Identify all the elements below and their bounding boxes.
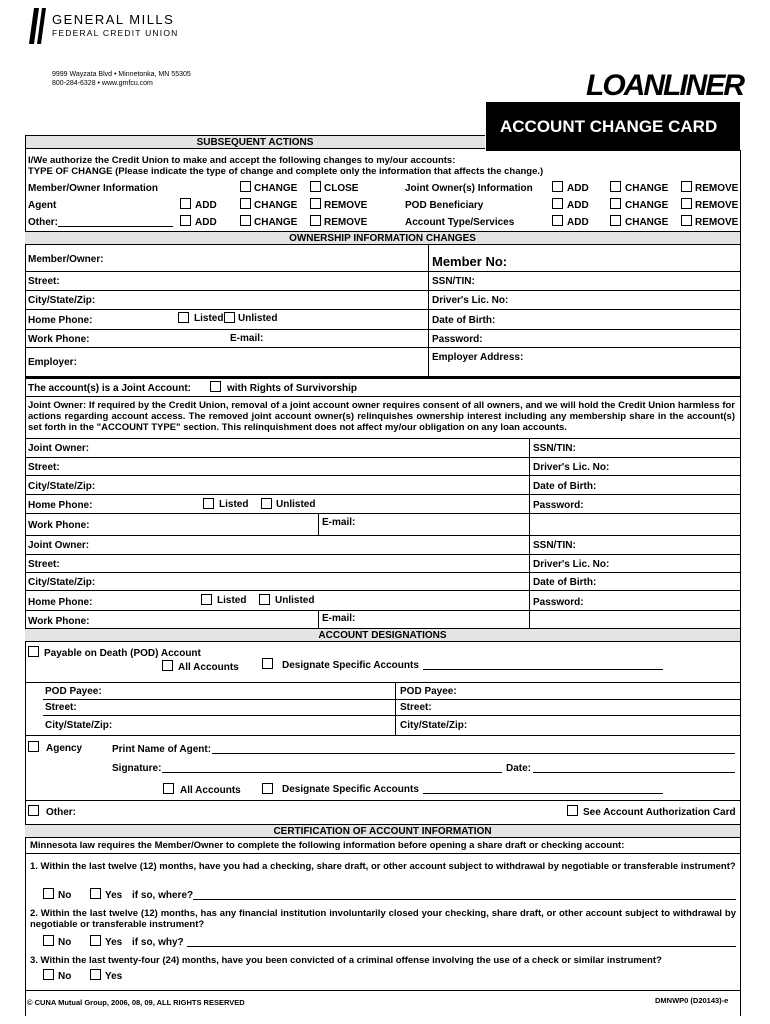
ownership-divider xyxy=(428,245,429,377)
acct-add-checkbox[interactable] xyxy=(552,215,563,226)
work-phone-label: Work Phone: xyxy=(28,334,90,345)
pod-payee-label: POD Payee: xyxy=(45,686,102,697)
see-auth-card-label: See Account Authorization Card xyxy=(583,807,736,818)
joint-email-label: E-mail: xyxy=(322,517,356,528)
pod-city-label-2: City/State/Zip: xyxy=(400,720,468,731)
password-label: Password: xyxy=(432,334,483,345)
right-border xyxy=(740,150,741,1016)
other-label: Other: xyxy=(28,217,58,228)
joint-change-checkbox[interactable] xyxy=(610,181,621,192)
pod-street-label: Street: xyxy=(45,702,77,713)
q3-yes-checkbox[interactable] xyxy=(90,969,101,980)
q3-yes-label: Yes xyxy=(105,971,123,982)
row-line xyxy=(25,735,740,736)
joint-home-phone-label: Home Phone: xyxy=(28,500,93,511)
joint-street-label: Street: xyxy=(28,559,60,570)
row-line xyxy=(25,535,740,536)
question-3: 3. Within the last twenty-four (24) months, have you been convicted of a criminal offense involving the use of a check or similar instrument? xyxy=(30,955,662,966)
question-1: 1. Within the last twelve (12) months, have you had a checking, share draft, or other account subject to withdrawal by negotiable or transferable instrument? xyxy=(30,861,736,872)
row-line xyxy=(25,347,740,348)
org-subname: FEDERAL CREDIT UNION xyxy=(52,28,179,38)
q1-no-checkbox[interactable] xyxy=(43,888,54,899)
designate-specific-line xyxy=(423,669,663,670)
street-label: Street: xyxy=(28,276,60,287)
q2-yes-label: Yes xyxy=(105,937,123,948)
bottom-border xyxy=(25,990,740,991)
joint-unlisted-checkbox[interactable] xyxy=(259,594,270,605)
joint-ssn-label: SSN/TIN: xyxy=(533,443,576,454)
see-auth-card-checkbox[interactable] xyxy=(567,805,578,816)
q1-if-so-where-label: if so, where? xyxy=(132,890,194,901)
form-code: DMNWP0 (D20143)-e xyxy=(655,996,729,1005)
org-address: 9999 Wayzata Blvd • Minnetonka, MN 55305 xyxy=(52,71,191,78)
row-line xyxy=(25,572,740,573)
joint-home-phone-label: Home Phone: xyxy=(28,597,93,608)
row-line xyxy=(25,853,740,854)
loanliner-logo: LOANLINER xyxy=(586,69,743,102)
joint-city-label: City/State/Zip: xyxy=(28,481,96,492)
row-line xyxy=(25,309,740,310)
pod-all-accounts-checkbox[interactable] xyxy=(162,660,173,671)
other-change-checkbox[interactable] xyxy=(240,215,251,226)
ssn-tin-label: SSN/TIN: xyxy=(432,276,475,287)
close-label: CLOSE xyxy=(324,183,359,194)
joint-listed-checkbox[interactable] xyxy=(201,594,212,605)
subsequent-actions-header: SUBSEQUENT ACTIONS xyxy=(25,135,485,149)
q2-yes-checkbox[interactable] xyxy=(90,935,101,946)
joint-dob-label: Date of Birth: xyxy=(533,481,597,492)
q2-no-checkbox[interactable] xyxy=(43,935,54,946)
row-line xyxy=(25,554,740,555)
row-line xyxy=(25,610,740,611)
remove-label: REMOVE xyxy=(324,217,368,228)
thick-divider xyxy=(25,376,740,379)
email-divider xyxy=(318,610,319,628)
type-of-change-text: TYPE OF CHANGE (Please indicate the type of change and complete only the information that affects the change.) xyxy=(28,166,544,177)
agency-all-accounts-checkbox[interactable] xyxy=(163,783,174,794)
joint-remove-checkbox[interactable] xyxy=(681,181,692,192)
org-name: GENERAL MILLS xyxy=(52,12,175,27)
agency-all-accounts-label: All Accounts xyxy=(180,785,241,796)
question-2: 2. Within the last twelve (12) months, has any financial institution involuntarily closed your checking, share draft, or other account subject to withdrawal by negotiable or transferable instrument? xyxy=(30,908,736,930)
change-label: CHANGE xyxy=(254,217,298,228)
date-of-birth-label: Date of Birth: xyxy=(432,315,496,326)
all-accounts-label: All Accounts xyxy=(178,662,239,673)
org-contact: 800-284-6328 • www.gmfcu.com xyxy=(52,80,153,87)
change-label: CHANGE xyxy=(254,200,298,211)
other-add-checkbox[interactable] xyxy=(180,215,191,226)
pod-city-label: City/State/Zip: xyxy=(45,720,113,731)
other-line xyxy=(58,226,173,227)
add-label: ADD xyxy=(567,200,589,211)
joint-street-label: Street: xyxy=(28,462,60,473)
account-type-services-label: Account Type/Services xyxy=(405,217,515,228)
home-phone-label: Home Phone: xyxy=(28,315,93,326)
rights-survivorship-checkbox[interactable] xyxy=(210,381,221,392)
remove-label: REMOVE xyxy=(324,200,368,211)
pod-change-checkbox[interactable] xyxy=(610,198,621,209)
pod-beneficiary-label: POD Beneficiary xyxy=(405,200,484,211)
date-line xyxy=(533,772,735,773)
agent-label: Agent xyxy=(28,200,57,211)
q3-no-label: No xyxy=(58,971,72,982)
certification-header: CERTIFICATION OF ACCOUNT INFORMATION xyxy=(25,824,740,838)
pod-street-label-2: Street: xyxy=(400,702,432,713)
pod-account-label: Payable on Death (POD) Account xyxy=(44,648,201,659)
joint-add-checkbox[interactable] xyxy=(552,181,563,192)
remove-label: REMOVE xyxy=(695,217,739,228)
form-title: ACCOUNT CHANGE CARD xyxy=(500,117,718,136)
joint-account-label: The account(s) is a Joint Account: xyxy=(28,383,191,394)
row-line xyxy=(25,800,740,801)
joint-dob-label: Date of Birth: xyxy=(533,577,597,588)
q1-where-line xyxy=(193,899,736,900)
row-line xyxy=(25,329,740,330)
row-line xyxy=(43,699,740,700)
pod-payee-label-2: POD Payee: xyxy=(400,686,457,697)
joint-work-phone-label: Work Phone: xyxy=(28,520,90,531)
pod-remove-checkbox[interactable] xyxy=(681,198,692,209)
form-title-box xyxy=(486,102,740,151)
joint-city-label: City/State/Zip: xyxy=(28,577,96,588)
remove-label: REMOVE xyxy=(695,183,739,194)
row-line xyxy=(25,457,740,458)
joint-email-label: E-mail: xyxy=(322,613,356,624)
change-label: CHANGE xyxy=(254,183,298,194)
change-label: CHANGE xyxy=(625,183,669,194)
q1-no-label: No xyxy=(58,890,72,901)
rights-survivorship-label: with Rights of Survivorship xyxy=(227,383,358,394)
date-label: Date: xyxy=(506,763,532,774)
agency-designate-specific-line xyxy=(423,793,663,794)
joint-owner-info-label: Joint Owner(s) Information xyxy=(405,183,533,194)
q3-no-checkbox[interactable] xyxy=(43,969,54,980)
member-close-checkbox[interactable] xyxy=(310,181,321,192)
agent-add-checkbox[interactable] xyxy=(180,198,191,209)
row-line xyxy=(25,396,740,397)
joint-unlisted-label: Unlisted xyxy=(275,595,315,606)
acct-change-checkbox[interactable] xyxy=(610,215,621,226)
agency-checkbox[interactable] xyxy=(28,741,39,752)
remove-label: REMOVE xyxy=(695,200,739,211)
row-line xyxy=(25,590,740,591)
pod-designate-specific-checkbox[interactable] xyxy=(262,658,273,669)
email-divider xyxy=(318,513,319,535)
add-label: ADD xyxy=(567,217,589,228)
designate-specific-label: Designate Specific Accounts xyxy=(282,660,419,671)
joint-listed-label: Listed xyxy=(217,595,247,606)
row-line xyxy=(25,438,740,439)
email-label: E-mail: xyxy=(230,333,264,344)
member-change-checkbox[interactable] xyxy=(240,181,251,192)
print-name-agent-label: Print Name of Agent: xyxy=(112,744,212,755)
city-state-zip-label: City/State/Zip: xyxy=(28,295,96,306)
authorization-text: I/We authorize the Credit Union to make and accept the following changes to my/our accounts: xyxy=(28,155,456,166)
q1-yes-label: Yes xyxy=(105,890,123,901)
member-owner-label: Member/Owner: xyxy=(28,254,104,265)
q2-if-so-why-label: if so, why? xyxy=(132,937,184,948)
agent-remove-checkbox[interactable] xyxy=(310,198,321,209)
print-name-line xyxy=(212,753,735,754)
other-remove-checkbox[interactable] xyxy=(310,215,321,226)
joint-owner-notice: Joint Owner: If required by the Credit Union, removal of a joint account owner requires consent of all owners, and we will hold the Credit Union harmless for actions regarding account access. The removed joint account owner(s) relinquishes ownership interest including any membership share in the account(s) set forth in the "ACCOUNT TYPE" section. This relinquishment does not affect my/our obligation on any loan accounts. xyxy=(28,400,735,433)
agency-designate-specific-label: Designate Specific Accounts xyxy=(282,784,419,795)
unlisted-checkbox[interactable] xyxy=(224,312,235,323)
pod-add-checkbox[interactable] xyxy=(552,198,563,209)
joint-unlisted-label: Unlisted xyxy=(276,499,316,510)
left-border xyxy=(25,135,26,1016)
pod-account-checkbox[interactable] xyxy=(28,646,39,657)
copyright: © CUNA Mutual Group, 2006, 08, 09, ALL RIGHTS RESERVED xyxy=(27,998,245,1007)
joint-work-phone-label: Work Phone: xyxy=(28,616,90,627)
q2-why-line xyxy=(187,946,736,947)
joint-divider xyxy=(529,535,530,628)
joint-listed-label: Listed xyxy=(219,499,249,510)
joint-password-label: Password: xyxy=(533,500,584,511)
unlisted-label: Unlisted xyxy=(238,313,278,324)
row-line xyxy=(25,513,740,514)
ownership-info-header: OWNERSHIP INFORMATION CHANGES xyxy=(25,231,740,245)
other-designation-checkbox[interactable] xyxy=(28,805,39,816)
joint-drivers-lic-label: Driver's Lic. No: xyxy=(533,559,610,570)
acct-remove-checkbox[interactable] xyxy=(681,215,692,226)
change-label: CHANGE xyxy=(625,217,669,228)
agent-change-checkbox[interactable] xyxy=(240,198,251,209)
joint-unlisted-checkbox[interactable] xyxy=(261,498,272,509)
member-no-label: Member No: xyxy=(432,254,508,269)
signature-line xyxy=(162,772,502,773)
joint-password-label: Password: xyxy=(533,597,584,608)
listed-label: Listed xyxy=(194,313,224,324)
agency-label: Agency xyxy=(46,743,83,754)
other-designation-label: Other: xyxy=(46,807,76,818)
joint-drivers-lic-label: Driver's Lic. No: xyxy=(533,462,610,473)
credit-union-logo-mark xyxy=(25,6,49,46)
drivers-lic-label: Driver's Lic. No: xyxy=(432,295,509,306)
certification-intro: Minnesota law requires the Member/Owner to complete the following information before opening a share draft or checking account: xyxy=(30,840,625,851)
account-designations-header: ACCOUNT DESIGNATIONS xyxy=(25,628,740,642)
add-label: ADD xyxy=(195,217,217,228)
joint-listed-checkbox[interactable] xyxy=(203,498,214,509)
joint-owner-label: Joint Owner: xyxy=(28,540,90,551)
employer-address-label: Employer Address: xyxy=(432,352,524,363)
row-line xyxy=(25,494,740,495)
joint-divider xyxy=(529,438,530,535)
q2-no-label: No xyxy=(58,937,72,948)
row-line xyxy=(25,682,740,683)
change-label: CHANGE xyxy=(625,200,669,211)
payee-divider xyxy=(395,682,396,735)
joint-ssn-label: SSN/TIN: xyxy=(533,540,576,551)
joint-owner-label: Joint Owner: xyxy=(28,443,90,454)
row-line xyxy=(25,290,740,291)
row-line xyxy=(43,715,740,716)
member-owner-info-label: Member/Owner Information xyxy=(28,183,159,194)
add-label: ADD xyxy=(195,200,217,211)
listed-checkbox[interactable] xyxy=(178,312,189,323)
signature-label: Signature: xyxy=(112,763,162,774)
q1-yes-checkbox[interactable] xyxy=(90,888,101,899)
row-line xyxy=(25,271,740,272)
row-line xyxy=(25,475,740,476)
employer-label: Employer: xyxy=(28,357,77,368)
add-label: ADD xyxy=(567,183,589,194)
agency-designate-specific-checkbox[interactable] xyxy=(262,783,273,794)
